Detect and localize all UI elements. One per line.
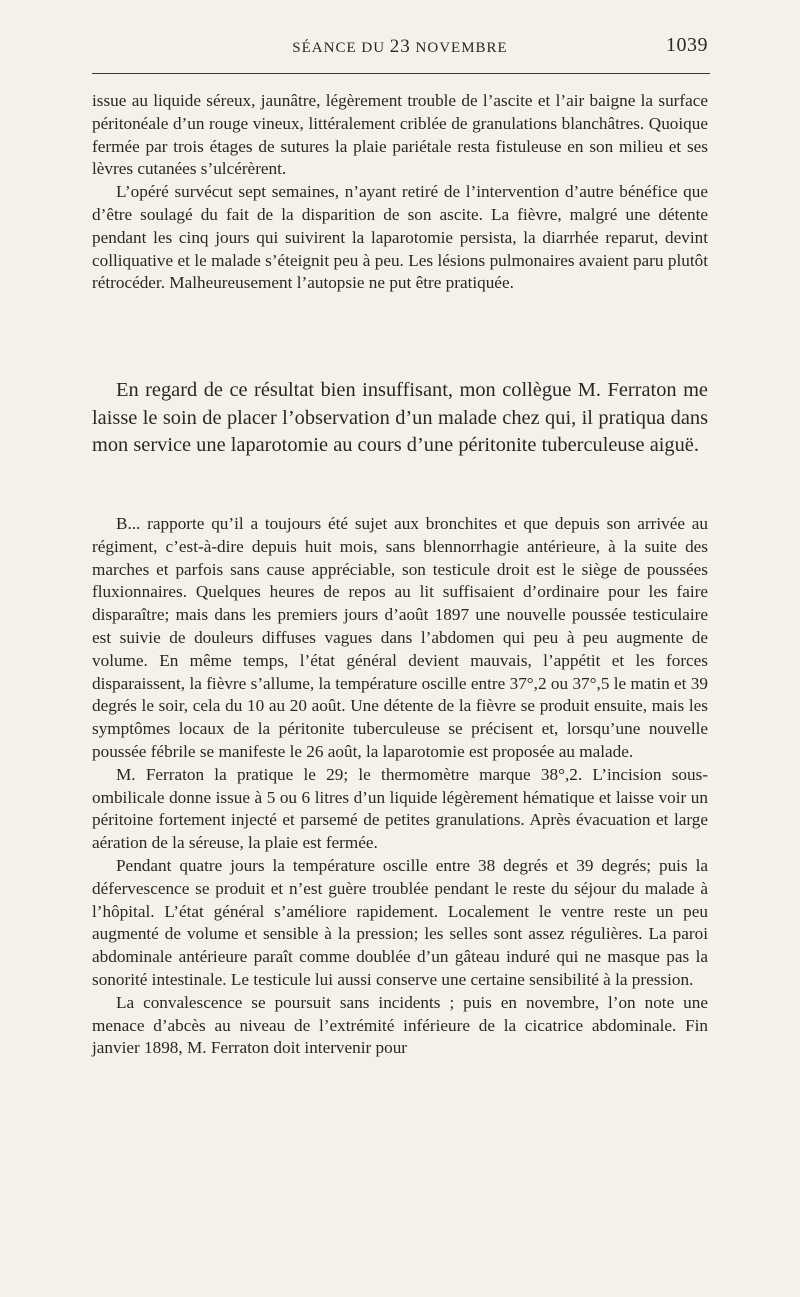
paragraph: En regard de ce résultat bien insuffisant, mon collègue M. Ferraton me laisse le soin de placer l’observation d’un malade chez qui, il pratiqua dans mon service une laparotomie au cours d’une péritonite tuberculeuse aiguë. (92, 379, 708, 456)
paragraph: Pendant quatre jours la température oscille entre 38 degrés et 39 degrés; puis la défervescence se produit et n’est guère troublée pendant le reste du séjour du malade à l’hôpital. L’état général s’améliore rapidement. Localement le ventre reste un peu augmenté de volume et sensible à la pression; les selles sont assez régulières. La paroi abdominale antérieure paraît comme doublée d’un gâteau induré qui ne masque pas la sonorité intestinale. Le testicule lui aussi conserve une certaine sensibilité à la pression. (92, 855, 708, 989)
observation (92, 513, 708, 1060)
page-number: 1039 (666, 34, 708, 56)
paragraph: L’opéré survécut sept semaines, n’ayant retiré de l’intervention d’autre bénéfice que d’être soulagé du fait de la disparition de son ascite. La fièvre, malgré une détente pendant les cinq jours qui suivirent la laparotomie persista, la diarrhée reparut, devint colliquative et le malade s’éteignit peu à peu. Les lésions pulmonaires avaient paru plutôt rétrocéder. Malheureusement l’autopsie ne put être pratiquée. (92, 182, 708, 293)
page-header (92, 34, 708, 64)
paragraph: M. Ferraton la pratique le 29; le thermomètre marque 38°,2. L’incision sous-ombilicale donne issue à 5 ou 6 litres d’un liquide légèrement hématique et laisse voir un péritoine fortement injecté et parsemé de petites granulations. Après évacuation et large aération de la séreuse, la plaie est fermée. (92, 764, 708, 853)
header-rule (92, 73, 710, 74)
running-head: SÉANCE DU 23 NOVEMBRE (292, 36, 508, 57)
case-continuation (92, 90, 708, 295)
introduction (92, 377, 708, 460)
paragraph: La convalescence se poursuit sans incidents ; puis en novembre, l’on note une menace d’abcès au niveau de l’extrémité inférieure de la cicatrice abdominale. Fin janvier 1898, M. Ferraton doit intervenir pour (92, 992, 708, 1058)
paragraph: issue au liquide séreux, jaunâtre, légèrement trouble de l’ascite et l’air baigne la surface péritonéale d’un rouge vineux, littéralement criblée de granulations blanchâtres. Quoique fermée par trois étages de sutures la plaie pariétale resta fistuleuse en son milieu et ses lèvres cutanées s’ulcérèrent. (92, 91, 708, 179)
paragraph: B... rapporte qu’il a toujours été sujet aux bronchites et que depuis son arrivée au régiment, c’est-à-dire depuis huit mois, sans blennorrhagie antérieure, à la suite des marches et parfois sans cause appréciable, son testicule droit est le siège de poussées fluxionnaires. Quelques heures de repos au lit suffisaient d’ordinaire pour les faire disparaître; mais dans les premiers jours d’août 1897 une nouvelle poussée testiculaire est suivie de douleurs diffuses vagues dans l’abdomen qui peu à peu augmente de volume. En même temps, l’état général devient mauvais, l’appétit et les forces disparaissent, la fièvre s’allume, la température oscille entre 37°,2 ou 37°,5 le matin et 39 degrés le soir, cela du 10 au 20 août. Une détente de la fièvre se produit ensuite, mais les symptômes locaux de la péritonite tuberculeuse se précisent et, lorsqu’une nouvelle poussée fébrile se manifeste le 26 août, la laparotomie est proposée au malade. (92, 514, 708, 761)
